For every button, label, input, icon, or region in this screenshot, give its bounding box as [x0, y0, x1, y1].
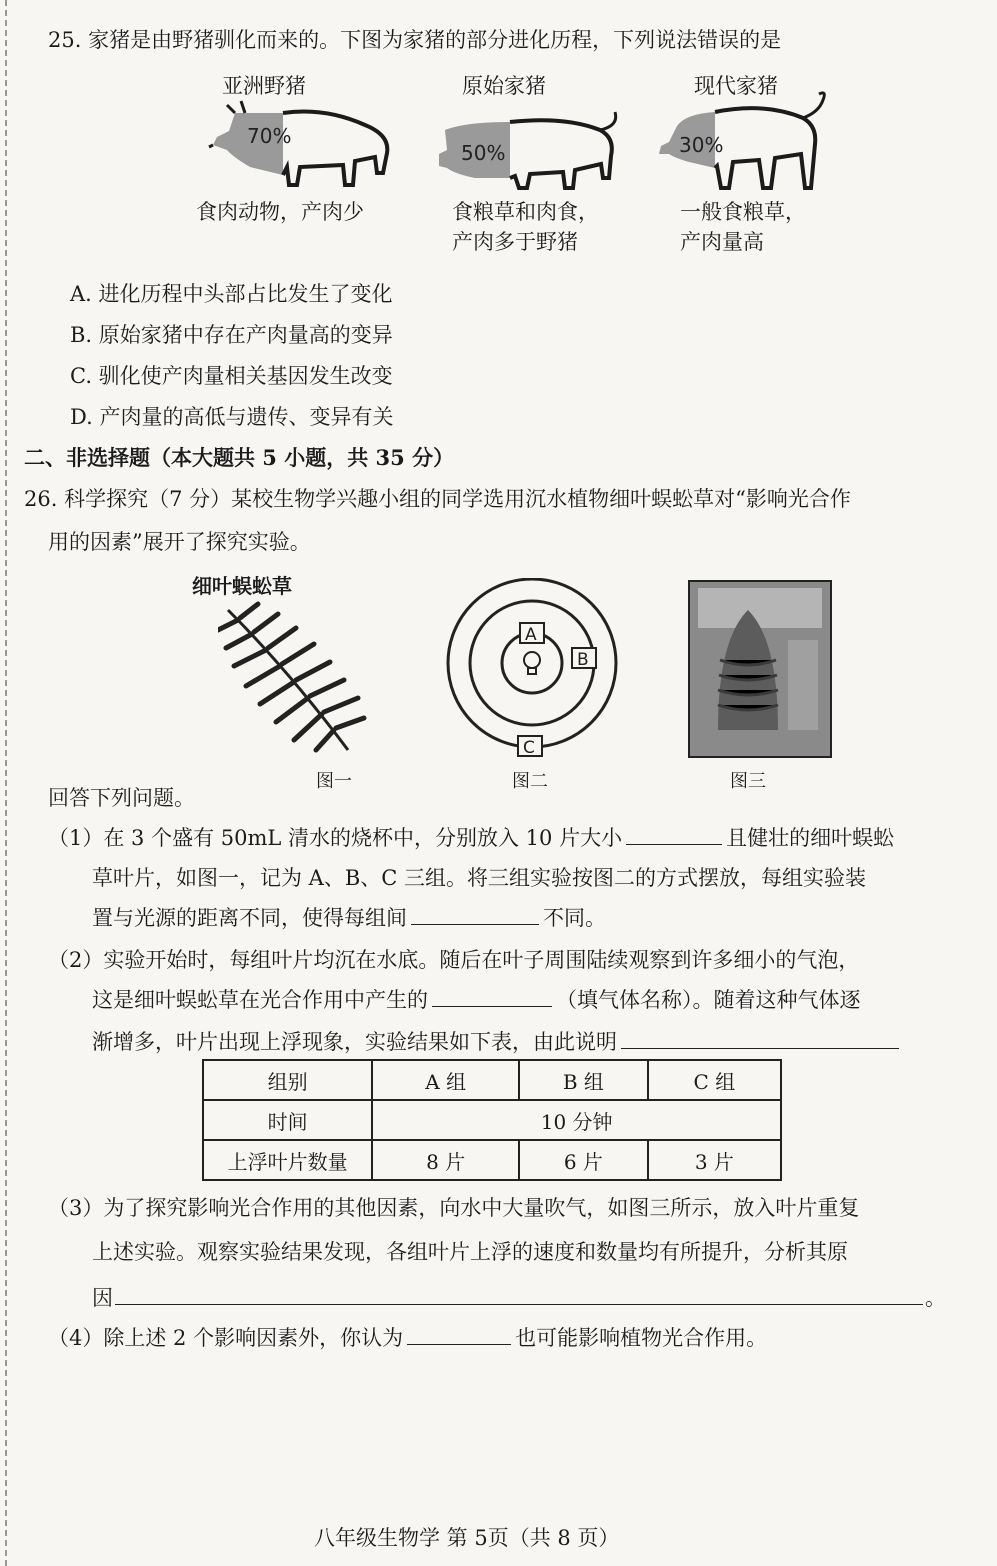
q26-part3-text-c: 因 — [92, 1286, 113, 1310]
pig-name-wild: 亚洲野猪 — [222, 74, 306, 98]
q26-part4-text-a: （4）除上述 2 个影响因素外，你认为 — [48, 1326, 404, 1350]
q26-part2-line1: （2）实验开始时，每组叶片均沉在水底。随后在叶子周围陆续观察到许多细小的气泡， — [48, 948, 860, 972]
blowing-air-photo — [688, 580, 832, 758]
table-cell: A 组 — [372, 1060, 519, 1100]
light-distance-diagram — [442, 578, 622, 758]
q26-part1-line1 — [48, 826, 894, 850]
table-header-row — [203, 1060, 781, 1100]
q26-part2-text-b: 这是细叶蜈蚣草在光合作用中产生的 — [92, 988, 428, 1012]
q26-part3-end: 。 — [925, 1286, 946, 1310]
q25-option-a[interactable]: A. 进化历程中头部占比发生了变化 — [70, 282, 393, 306]
table-cell: 8 片 — [372, 1140, 519, 1180]
page-binding-edge — [5, 0, 7, 1566]
q26-part3-line3 — [92, 1286, 946, 1310]
q26-blank-other-factor[interactable] — [407, 1326, 511, 1345]
pig-desc-wild: 食肉动物，产肉少 — [196, 200, 364, 224]
pig-name-modern: 现代家猪 — [694, 74, 778, 98]
pig-desc-modern-2: 产肉量高 — [680, 230, 764, 254]
table-cell: B 组 — [519, 1060, 648, 1100]
q26-blank-variable[interactable] — [411, 906, 539, 925]
table-cell: C 组 — [648, 1060, 781, 1100]
fig3-caption: 图三 — [730, 771, 766, 792]
q26-blank-gas[interactable] — [432, 988, 552, 1007]
q26-prompt: 回答下列问题。 — [48, 786, 195, 810]
table-row — [203, 1100, 781, 1140]
q26-blank-reason[interactable] — [115, 1286, 923, 1305]
modern-pig-illustration — [655, 88, 835, 193]
q26-part1-text-b: 且健壮的细叶蜈蚣 — [726, 826, 895, 850]
pig-desc-primitive-2: 产肉多于野猪 — [452, 230, 578, 254]
q25-option-b[interactable]: B. 原始家猪中存在产肉量高的变异 — [70, 323, 393, 347]
q26-blank-conclusion[interactable] — [621, 1030, 899, 1049]
q26-part2-line2 — [92, 988, 861, 1012]
q26-stem-line1: 26. 科学探究（7 分）某校生物学兴趣小组的同学选用沉水植物细叶蜈蚣草对“影响光合作 — [24, 487, 851, 511]
modern-pig-percent: 30% — [679, 133, 724, 157]
primitive-pig-illustration — [435, 108, 625, 193]
pig-desc-primitive-1: 食粮草和肉食， — [452, 200, 599, 224]
q26-part1-text-a: （1）在 3 个盛有 50mL 清水的烧杯中，分别放入 10 片大小 — [48, 826, 623, 850]
q26-part1-text-d: 置与光源的距离不同，使得每组间 — [92, 906, 407, 930]
table-cell: 10 分钟 — [372, 1100, 781, 1140]
table-cell: 3 片 — [648, 1140, 781, 1180]
q26-blank-size[interactable] — [626, 826, 722, 845]
q26-part3-line2: 上述实验。观察实验结果发现，各组叶片上浮的速度和数量均有所提升，分析其原 — [92, 1240, 848, 1264]
pig-desc-modern-1: 一般食粮草， — [680, 200, 806, 224]
q26-part1-text-e: 不同。 — [543, 906, 606, 930]
q26-part1-line3 — [92, 906, 606, 930]
q25-option-d[interactable]: D. 产肉量的高低与遗传、变异有关 — [70, 405, 394, 429]
q26-part4-line — [48, 1326, 767, 1350]
q26-part1-line2: 草叶片，如图一，记为 A、B、C 三组。将三组实验按图二的方式摆放，每组实验装 — [92, 866, 867, 890]
section-two-heading: 二、非选择题（本大题共 5 小题，共 35 分） — [24, 445, 455, 470]
table-cell: 上浮叶片数量 — [203, 1140, 372, 1180]
q26-part2-text-c: （填气体名称）。随着这种气体逐 — [556, 988, 861, 1012]
box-c-label: C — [523, 738, 535, 758]
table-cell: 6 片 — [519, 1140, 648, 1180]
q26-part3-line1: （3）为了探究影响光合作用的其他因素，向水中大量吹气，如图三所示，放入叶片重复 — [48, 1196, 860, 1220]
table-cell: 组别 — [203, 1060, 372, 1100]
q25-option-c[interactable]: C. 驯化使产肉量相关基因发生改变 — [70, 364, 393, 388]
q26-stem-line2: 用的因素”展开了探究实验。 — [48, 530, 311, 554]
fig1-label: 细叶蜈蚣草 — [192, 574, 292, 598]
wild-pig-percent: 70% — [247, 124, 292, 148]
q26-part2-line3 — [92, 1030, 903, 1054]
box-a-label: A — [525, 625, 537, 645]
pig-name-primitive: 原始家猪 — [462, 74, 546, 98]
table-cell: 时间 — [203, 1100, 372, 1140]
wild-pig-illustration — [205, 95, 405, 195]
q26-part4-text-b: 也可能影响植物光合作用。 — [515, 1326, 768, 1350]
box-b-label: B — [577, 650, 589, 670]
page-footer: 八年级生物学 第 5页（共 8 页） — [314, 1526, 620, 1550]
table-row — [203, 1140, 781, 1180]
lightbulb-icon — [524, 652, 540, 674]
q25-stem: 25. 家猪是由野猪驯化而来的。下图为家猪的部分进化历程，下列说法错误的是 — [48, 28, 782, 52]
fig1-caption: 图一 — [316, 771, 352, 792]
fig2-caption: 图二 — [512, 771, 548, 792]
primitive-pig-percent: 50% — [461, 141, 506, 165]
results-table — [202, 1059, 782, 1181]
q26-part2-text-d: 渐增多，叶片出现上浮现象，实验结果如下表，由此说明 — [92, 1030, 617, 1054]
fern-leaf-illustration — [218, 600, 368, 755]
